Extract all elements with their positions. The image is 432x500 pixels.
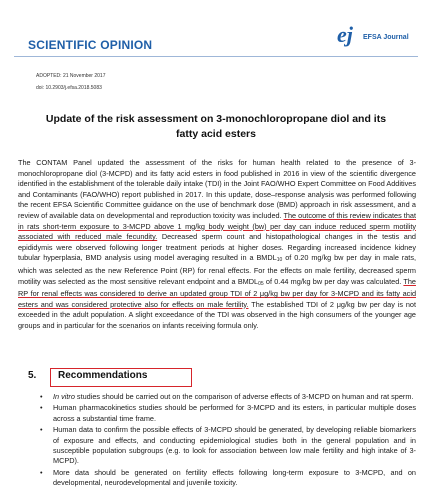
journal-name: EFSA Journal (363, 34, 409, 41)
page-header (0, 0, 432, 66)
bullet-icon: • (40, 467, 43, 477)
ej-logo-icon (336, 22, 362, 48)
list-item (40, 392, 416, 402)
bmdl-subscript-10: 10 (276, 257, 283, 264)
section-number: 5. (28, 370, 37, 381)
rec-text: Human data to confirm the possible effects of 3-MCPD should be generated, by developing reliable biomarkers of exposure and effects, and conducting epidemiological studies both in the general population and in susceptible population subgroups (e.g. to look for association between low male fertility and high intake of 3-MCPD). (53, 425, 416, 466)
abstract-text-4: of 0.44 mg/kg bw per day was calculated. (263, 276, 404, 286)
list-item (40, 425, 416, 467)
recommendations-heading (28, 368, 418, 388)
rec-text: More data should be generated on fertility effects following long-term exposure to 3-MCPD, and on developmental, neurodevelopmental and juvenile toxicity. (53, 467, 416, 488)
rec-text: Human pharmacokinetics studies should be performed for 3-MCPD and its esters, in particular multiple doses across a substantial time frame. (53, 403, 416, 423)
abstract-text-2: Decreased sperm count and histopathological changes in the testis and epididymis were observed following longer treatment periods at higher doses. Regarding increased incidence kidney tubular hyperplasia, BMD analysis using model averaging resulted in a BMDL (18, 232, 416, 263)
bullet-icon: • (40, 392, 43, 401)
highlight-sperm-motility: The outcome of this review indicates that in rats short-term exposure to 3-MCPD above 1 mg/kg body weight (bw) per day can induce reduced sperm motility associated with reduced male fecundity. (18, 210, 416, 242)
abstract-paragraph (18, 158, 416, 332)
section-title: Recommendations (58, 370, 148, 381)
section-label: SCIENTIFIC OPINION (28, 38, 153, 52)
header-divider (14, 56, 418, 57)
bullet-icon: • (40, 403, 43, 413)
list-item (40, 403, 416, 424)
doi-link[interactable]: doi: 10.2903/j.efsa.2018.5083 (36, 85, 102, 91)
list-item (40, 468, 416, 489)
rec-italic: In vitro (53, 392, 75, 401)
document-title: Update of the risk assessment on 3-monochloropropane diol and its fatty acid esters (45, 113, 387, 140)
efsa-journal-logo (336, 22, 416, 48)
abstract-text-1: The CONTAM Panel updated the assessment of the risks for human health related to the presence of 3-monochloropropane diol (3-MCPD) and its fatty acid esters in food published in 2016 in view of the scientific divergence identified in the establishment of the tolerable daily intake (TDI) in the Joint FAO/WHO Expert Committee on Food Additives and Contaminants (FAO/WHO) report published in 2017. In this update, dose–response analysis was performed following the recent EFSA Scientific Committee guidance on the use of benchmark dose (BMD) approach in risk assessment, and a review of available data on developmental and reproduction toxicity was included. (18, 158, 416, 220)
bmdl-subscript-05: 05 (258, 280, 264, 287)
recommendations-list (40, 392, 416, 490)
abstract-text-3: of 0.20 mg/kg bw per day in male rats, which was selected as the new Reference Point (RP) for renal effects. For the effects on male fertility, decreased sperm motility was selected as the most sensitive relevant endpoint and a BMDL (18, 253, 416, 286)
adopted-date: ADOPTED: 21 November 2017 (36, 73, 106, 79)
abstract-text-5: The established TDI of 2 μg/kg bw per day is not exceeded in the adult population. A slight exceedance of the TDI was observed in the high consumers of the younger age groups and in particular for the scenarios on infants receiving formula only. (18, 299, 416, 330)
highlight-group-tdi: The RP for renal effects was considered to derive an updated group TDI of 2 μg/kg bw per day for 3-MCPD and its fatty acid esters and was considered protective also for effects on male fertility. (18, 276, 416, 309)
logo-letters: ej (337, 22, 353, 47)
rec-text: studies should be carried out on the comparison of adverse effects of 3-MCPD on human and rat sperm. (74, 392, 414, 401)
bullet-icon: • (40, 425, 43, 435)
